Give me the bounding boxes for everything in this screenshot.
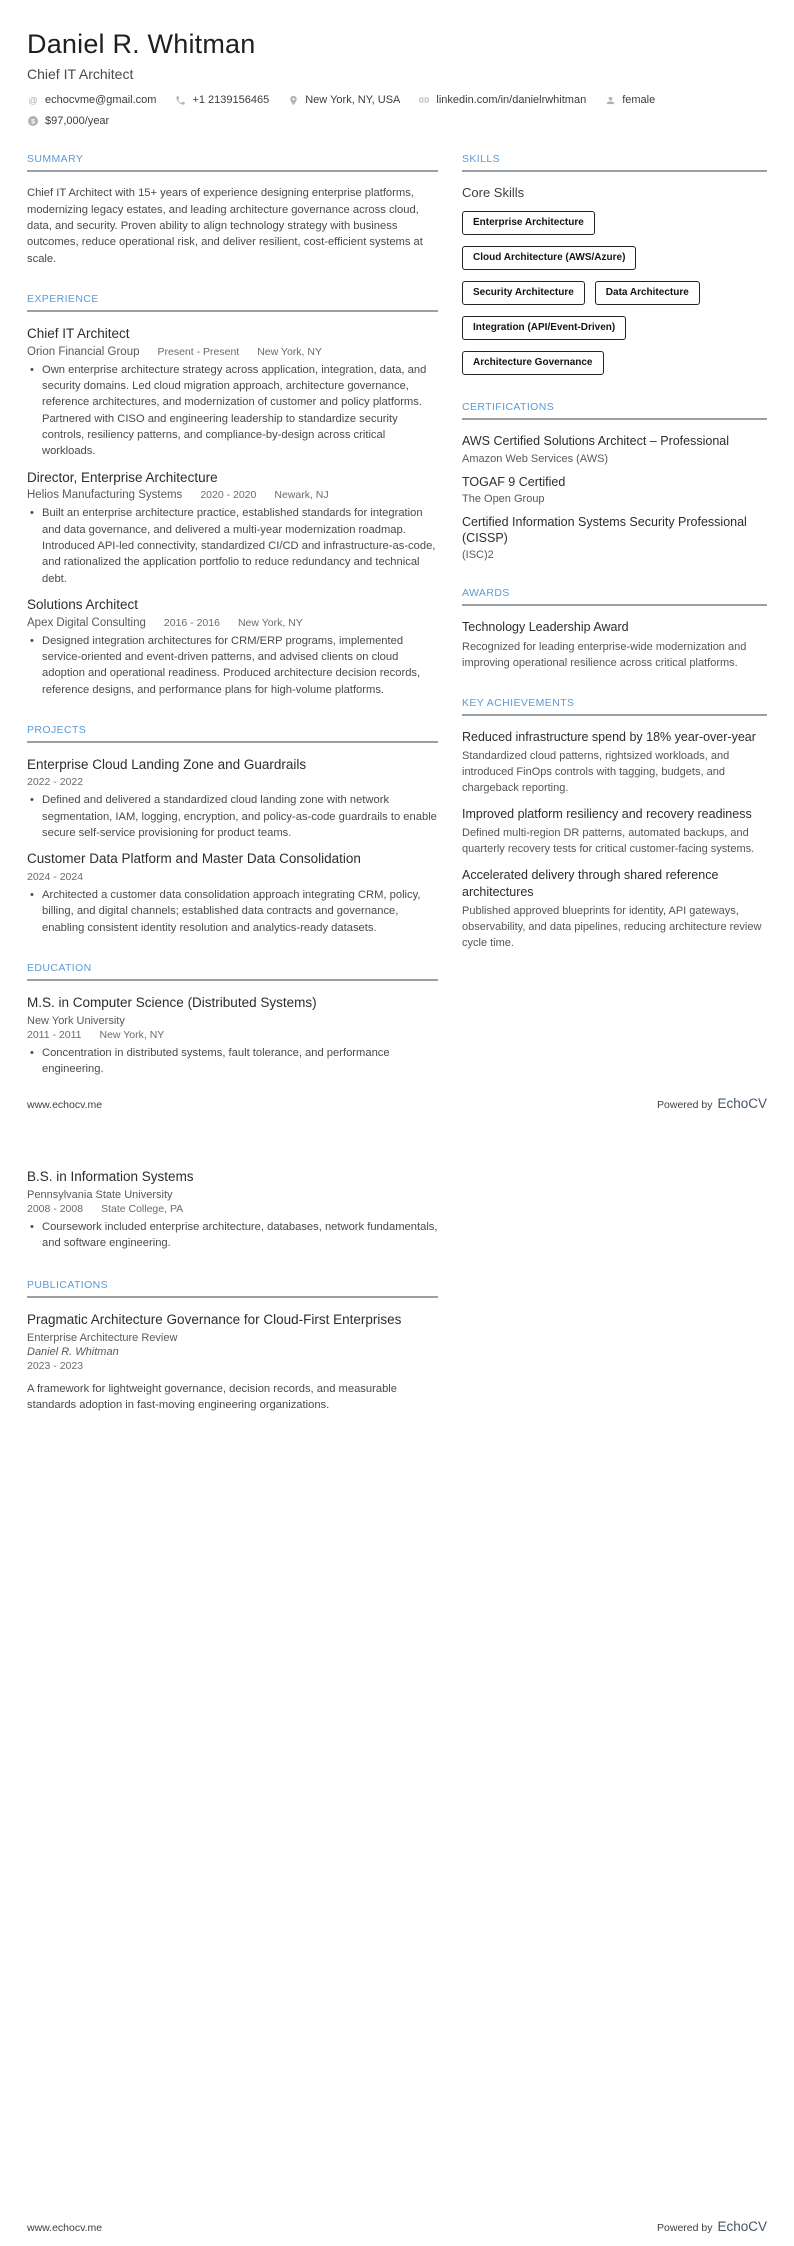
education-dates: 2011 - 2011 [27, 1028, 82, 1041]
left-column [27, 1168, 438, 1422]
salary-icon [27, 115, 39, 127]
certifications-heading: CERTIFICATIONS [462, 401, 555, 414]
person-icon [604, 94, 616, 106]
contact-gender [604, 94, 655, 106]
publication-journal: Enterprise Architecture Review [27, 1331, 178, 1344]
contact-email[interactable] [27, 94, 156, 106]
salary-row [27, 115, 767, 127]
skill-tag: Data Architecture [595, 281, 700, 305]
education-bullet: • Concentration in distributed systems, fault tolerance, and performance engineering. [27, 1045, 438, 1078]
page-footer [27, 2219, 767, 2234]
resume-page-2 [0, 1123, 794, 2246]
achievement-description: Defined multi-region DR patterns, automated backups, and quarterly recovery tests for critical customer-facing systems. [462, 827, 755, 856]
experience-company: Apex Digital Consulting [27, 616, 146, 629]
certification-name: AWS Certified Solutions Architect – Professional [462, 434, 730, 449]
project-title: Enterprise Cloud Landing Zone and Guardrails [27, 756, 307, 772]
contact-email-text: echocvme@gmail.com [45, 94, 157, 107]
publication-description: A framework for lightweight governance, decision records, and measurable standards adoption in fast-moving engineering organizations. [27, 1382, 398, 1412]
section-divider [462, 714, 767, 716]
education-item [27, 994, 438, 1077]
certification-item [462, 433, 767, 464]
footer-site-link[interactable]: www.echocv.me [27, 2222, 103, 2234]
awards-heading: AWARDS [462, 587, 510, 600]
certification-issuer: (ISC)2 [462, 549, 494, 562]
section-divider [462, 604, 767, 606]
experience-bullet: • Own enterprise architecture strategy across application, integration, data, and security domains. Led cloud migration approach, architecture governance, reference architectures, and modernization of customer and policy platforms. Partnered with CISO and engineering leadership to standardize security controls, resiliency patterns, and compliance-by-design across critical workloads. [27, 362, 438, 460]
right-column [462, 1168, 767, 1422]
project-dates: 2024 - 2024 [27, 871, 84, 884]
publication-item [27, 1311, 438, 1413]
two-column-body [27, 1168, 767, 1422]
summary-text: Chief IT Architect with 15+ years of experience designing enterprise platforms, modernizing legacy estates, and leading architecture governance across cloud, data, and security. Proven ability to align technology strategy with business outcomes, reduce operational risk, and deliver resilient, cost-efficient systems at scale. [27, 187, 423, 265]
project-title: Customer Data Platform and Master Data Consolidation [27, 851, 361, 867]
experience-dates: 2016 - 2016 [163, 616, 220, 629]
project-bullet: • Defined and delivered a standardized cloud landing zone with network segmentation, IAM, logging, encryption, and policy-as-code guardrails to enable secure self-service provisioning for product teams. [27, 792, 438, 841]
experience-location: Newark, NJ [274, 489, 329, 502]
footer-powered-prefix: Powered by [657, 1099, 713, 1111]
project-bullet: • Architected a customer data consolidation approach integrating CRM, policy, billing, and digital channels; established data contracts and governance, enabling consistent identity resolution and analytics-ready datasets. [27, 887, 438, 936]
contact-location-text: New York, NY, USA [305, 94, 401, 107]
project-dates: 2022 - 2022 [27, 776, 84, 789]
experience-item [27, 596, 438, 698]
footer-brand-logo[interactable]: EchoCV [717, 2219, 767, 2234]
job-title: Chief IT Architect [27, 66, 134, 83]
footer-site-link[interactable]: www.echocv.me [27, 1099, 103, 1111]
publications-heading: PUBLICATIONS [27, 1279, 109, 1292]
contact-salary [27, 115, 109, 127]
achievement-title: Accelerated delivery through shared reference architectures [462, 868, 719, 899]
skill-tag: Enterprise Architecture [462, 211, 595, 235]
experience-item [27, 469, 438, 587]
experience-title: Solutions Architect [27, 596, 139, 612]
footer-brand-logo[interactable]: EchoCV [717, 1096, 767, 1111]
contact-linkedin[interactable] [418, 94, 586, 106]
achievement-title: Improved platform resiliency and recovery readiness [462, 807, 752, 822]
section-divider [27, 1296, 438, 1298]
education-heading: EDUCATION [27, 962, 92, 975]
phone-icon [174, 94, 186, 106]
experience-item [27, 325, 438, 460]
experience-title: Director, Enterprise Architecture [27, 469, 218, 485]
publication-dates: 2023 - 2023 [27, 1359, 84, 1372]
section-divider [27, 310, 438, 312]
section-certifications [462, 401, 767, 561]
contact-phone [174, 94, 269, 106]
achievement-item [462, 729, 767, 796]
section-key-achievements [462, 697, 767, 951]
education-dates: 2008 - 2008 [27, 1202, 84, 1215]
skill-tag: Security Architecture [462, 281, 585, 305]
certification-item [462, 514, 767, 562]
section-divider [462, 170, 767, 172]
education-location: New York, NY [99, 1028, 165, 1041]
resume-header [27, 28, 767, 127]
contact-gender-text: female [622, 94, 656, 107]
certification-issuer: The Open Group [462, 492, 545, 505]
education-degree: B.S. in Information Systems [27, 1169, 194, 1184]
two-column-body [27, 127, 767, 1086]
skill-tag: Integration (API/Event-Driven) [462, 316, 626, 340]
skill-tag-list [462, 211, 767, 375]
contact-linkedin-text: linkedin.com/in/danielrwhitman [436, 94, 587, 107]
email-icon [27, 94, 39, 106]
award-item [462, 619, 767, 670]
contact-location [287, 94, 400, 106]
key-achievements-heading: KEY ACHIEVEMENTS [462, 696, 575, 709]
education-location: State College, PA [101, 1202, 184, 1215]
section-education [27, 962, 438, 1077]
certification-item [462, 474, 767, 505]
right-column [462, 127, 767, 1086]
section-summary [27, 153, 438, 267]
summary-heading: SUMMARY [27, 153, 84, 166]
section-projects [27, 724, 438, 936]
award-title: Technology Leadership Award [462, 620, 629, 635]
contact-salary-text: $97,000/year [45, 115, 110, 128]
experience-heading: EXPERIENCE [27, 293, 99, 306]
section-publications [27, 1279, 438, 1413]
experience-location: New York, NY [257, 345, 322, 358]
certification-name: Certified Information Systems Security Professional (CISSP) [462, 514, 747, 546]
svg-text:@: @ [28, 94, 38, 106]
page-title: Daniel R. Whitman [27, 29, 256, 59]
skill-tag: Cloud Architecture (AWS/Azure) [462, 246, 636, 270]
project-item [27, 756, 438, 842]
section-skills [462, 153, 767, 375]
section-divider [462, 418, 767, 420]
project-item [27, 850, 438, 936]
footer-powered [657, 1096, 767, 1111]
publication-title: Pragmatic Architecture Governance for Cloud-First Enterprises [27, 1312, 402, 1328]
certification-name: TOGAF 9 Certified [462, 474, 566, 489]
experience-location: New York, NY [237, 616, 303, 629]
page-footer [27, 1096, 767, 1111]
experience-title: Chief IT Architect [27, 326, 130, 342]
experience-bullet: • Built an enterprise architecture practice, established standards for integration and data governance, and delivered a multi-year modernization roadmap. Introduced API-led connectivity, standardized CI/CD and infrastructure-as-code, and rationalized the application portfolio to reduce redundancy and technical debt. [27, 505, 438, 587]
left-column [27, 127, 438, 1086]
location-icon [287, 94, 299, 106]
footer-powered [657, 2219, 767, 2234]
certification-issuer: Amazon Web Services (AWS) [462, 452, 609, 465]
section-awards [462, 587, 767, 670]
education-bullet: • Coursework included enterprise architecture, databases, network fundamentals, and software engineering. [27, 1219, 438, 1252]
section-experience [27, 293, 438, 698]
publication-author: Daniel R. Whitman [27, 1345, 119, 1358]
section-divider [27, 170, 438, 172]
achievement-title: Reduced infrastructure spend by 18% year-over-year [462, 729, 756, 744]
education-item [27, 1168, 438, 1251]
footer-powered-prefix: Powered by [657, 2222, 713, 2234]
skill-tag: Architecture Governance [462, 351, 604, 375]
education-school: New York University [27, 1014, 125, 1027]
svg-text:$: $ [31, 118, 35, 126]
contact-row [27, 94, 767, 106]
achievement-item [462, 806, 767, 857]
skills-group-label: Core Skills [462, 185, 525, 201]
section-divider [27, 741, 438, 743]
achievement-description: Standardized cloud patterns, rightsized workloads, and introduced FinOps controls with tagging, budgets, and chargeback reporting. [462, 749, 730, 795]
link-icon [418, 94, 430, 106]
experience-company: Helios Manufacturing Systems [27, 489, 183, 502]
education-degree: M.S. in Computer Science (Distributed Systems) [27, 995, 317, 1011]
projects-heading: PROJECTS [27, 723, 87, 736]
experience-bullet: • Designed integration architectures for CRM/ERP programs, implemented service-oriented and event-driven patterns, and advised clients on cloud adoption and operational readiness. Produced architecture decision records, reference designs, and performance plans for high-volume platforms. [27, 633, 438, 698]
section-divider [27, 979, 438, 981]
award-description: Recognized for leading enterprise-wide modernization and improving operational resilience across critical platforms. [462, 640, 747, 669]
achievement-item [462, 867, 767, 951]
achievement-description: Published approved blueprints for identity, API gateways, observability, and data pipelines, reducing architecture review cycle time. [462, 904, 762, 950]
experience-dates: Present - Present [157, 345, 240, 358]
skills-heading: SKILLS [462, 153, 501, 166]
education-school: Pennsylvania State University [27, 1188, 173, 1201]
contact-phone-text: +1 2139156465 [192, 94, 270, 107]
experience-company: Orion Financial Group [27, 345, 140, 358]
experience-dates: 2020 - 2020 [200, 489, 257, 502]
